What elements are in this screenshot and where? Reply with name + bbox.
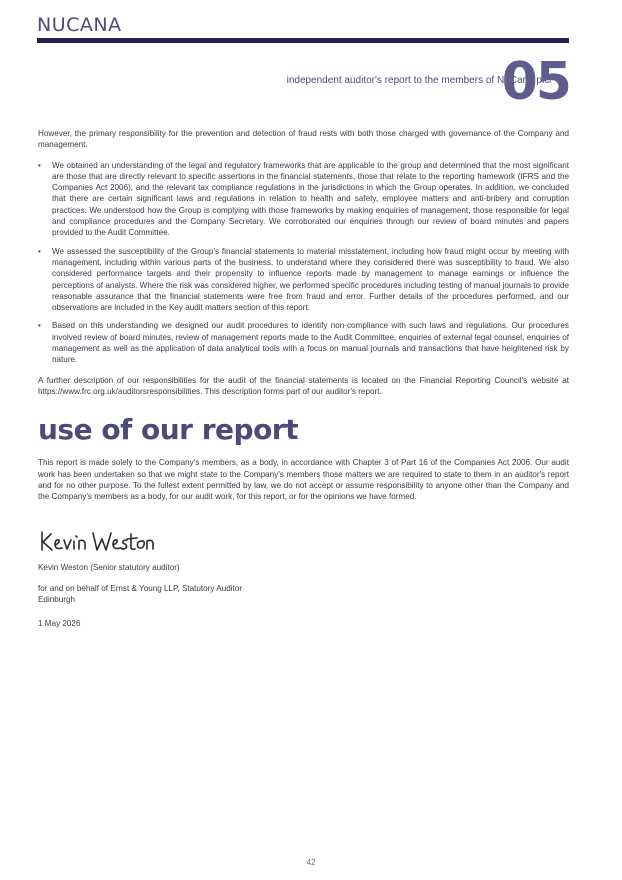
list-item-text: We obtained an understanding of the legal and regulatory frameworks that are applicable to the group and determined that the most significant are those that are directly relevant to specific assertions in the financial statements, those that relate to the reporting framework (IFRS and the Companies Act 2006), and the relevant tax compliance regulations in the jurisdictions in which the Group operates. In addition, we concluded that there are certain significant laws and regulations in relation to health and safety, employee matters and anti-bribery and corruption practices. We understood how the Group is complying with those frameworks by making enquiries of management, those responsible for legal and compliance procedures and the Company Secretary. We corroborated our enquiries through our review of board minutes and papers provided to the Audit Committee.	[52, 160, 569, 238]
use-of-report-paragraph: This report is made solely to the Company's members, as a body, in accordance with Chapter 3 of Part 16 of the Companies Act 2006. Our audit work has been undertaken so that we might state to the Company's members those matters we are required to state to them in an auditor's report and for no other purpose. To the fullest extent permitted by law, we do not accept or assume responsibility to anyone other than the Company and the Company's members as a body, for our audit work, for this report, or for the opinions we have formed.	[38, 458, 569, 502]
auditor-name: Kevin Weston (Senior statutory auditor)	[38, 563, 180, 573]
list-item-text: Based on this understanding we designed our audit procedures to identify non-compliance with such laws and regulations. Our procedures involved review of board minutes, review of management reports made to the Audit Committee, enquiries of external legal counsel, enquiries of management as well as the application of data analytical tools with a focus on manual journals and transactions that have heightened risk by nature.	[52, 321, 569, 365]
logo-text: NUCANA	[37, 14, 122, 36]
bullet-icon: •	[38, 246, 41, 256]
location: Edinburgh	[38, 595, 76, 605]
on-behalf-line: for and on behalf of Ernst & Young LLP, Statutory Auditor	[38, 583, 243, 593]
company-logo	[37, 14, 122, 36]
list-item	[38, 246, 569, 314]
list-item	[38, 160, 569, 239]
page-number: 42	[306, 858, 316, 867]
section-number: 05	[501, 52, 570, 112]
intro-paragraph: However, the primary responsibility for the prevention and detection of fraud rests with both those charged with governance of the Company and management.	[38, 129, 569, 150]
section-heading: use of our report	[38, 413, 299, 447]
further-description-paragraph: A further description of our responsibilities for the audit of the financial statements is located on the Financial Reporting Council's website at https://www.frc.org.uk/auditorsresponsibilities. This description forms part of our auditor's report.	[38, 375, 569, 396]
list-item	[38, 320, 569, 365]
list-item-text: We assessed the susceptibility of the Group's financial statements to material misstatement, including how fraud might occur by meeting with management, including within various parts of the business, to understand where they considered there was susceptibility to fraud. We also considered performance targets and their propensity to influence reports made by management to manage earnings or influence the perceptions of analysts. Where the risk was considered higher, we performed specific procedures including testing of manual journals to provide reasonable assurance that the financial statements were free from fraud and error. Further details of the procedures performed, and our observations are included in the Key audit matters section of this report.	[52, 246, 569, 313]
handwritten-signature	[38, 528, 569, 558]
section-title: independent auditor's report to the members of NuCana plc/	[286, 75, 552, 86]
bullet-icon: •	[38, 321, 41, 331]
procedures-list	[38, 160, 569, 366]
report-body	[38, 128, 569, 630]
report-date: 1 May 2026	[38, 619, 81, 629]
signature-icon	[38, 528, 158, 558]
header-rule	[37, 38, 569, 43]
signoff-block	[38, 562, 569, 629]
bullet-icon: •	[38, 160, 41, 170]
